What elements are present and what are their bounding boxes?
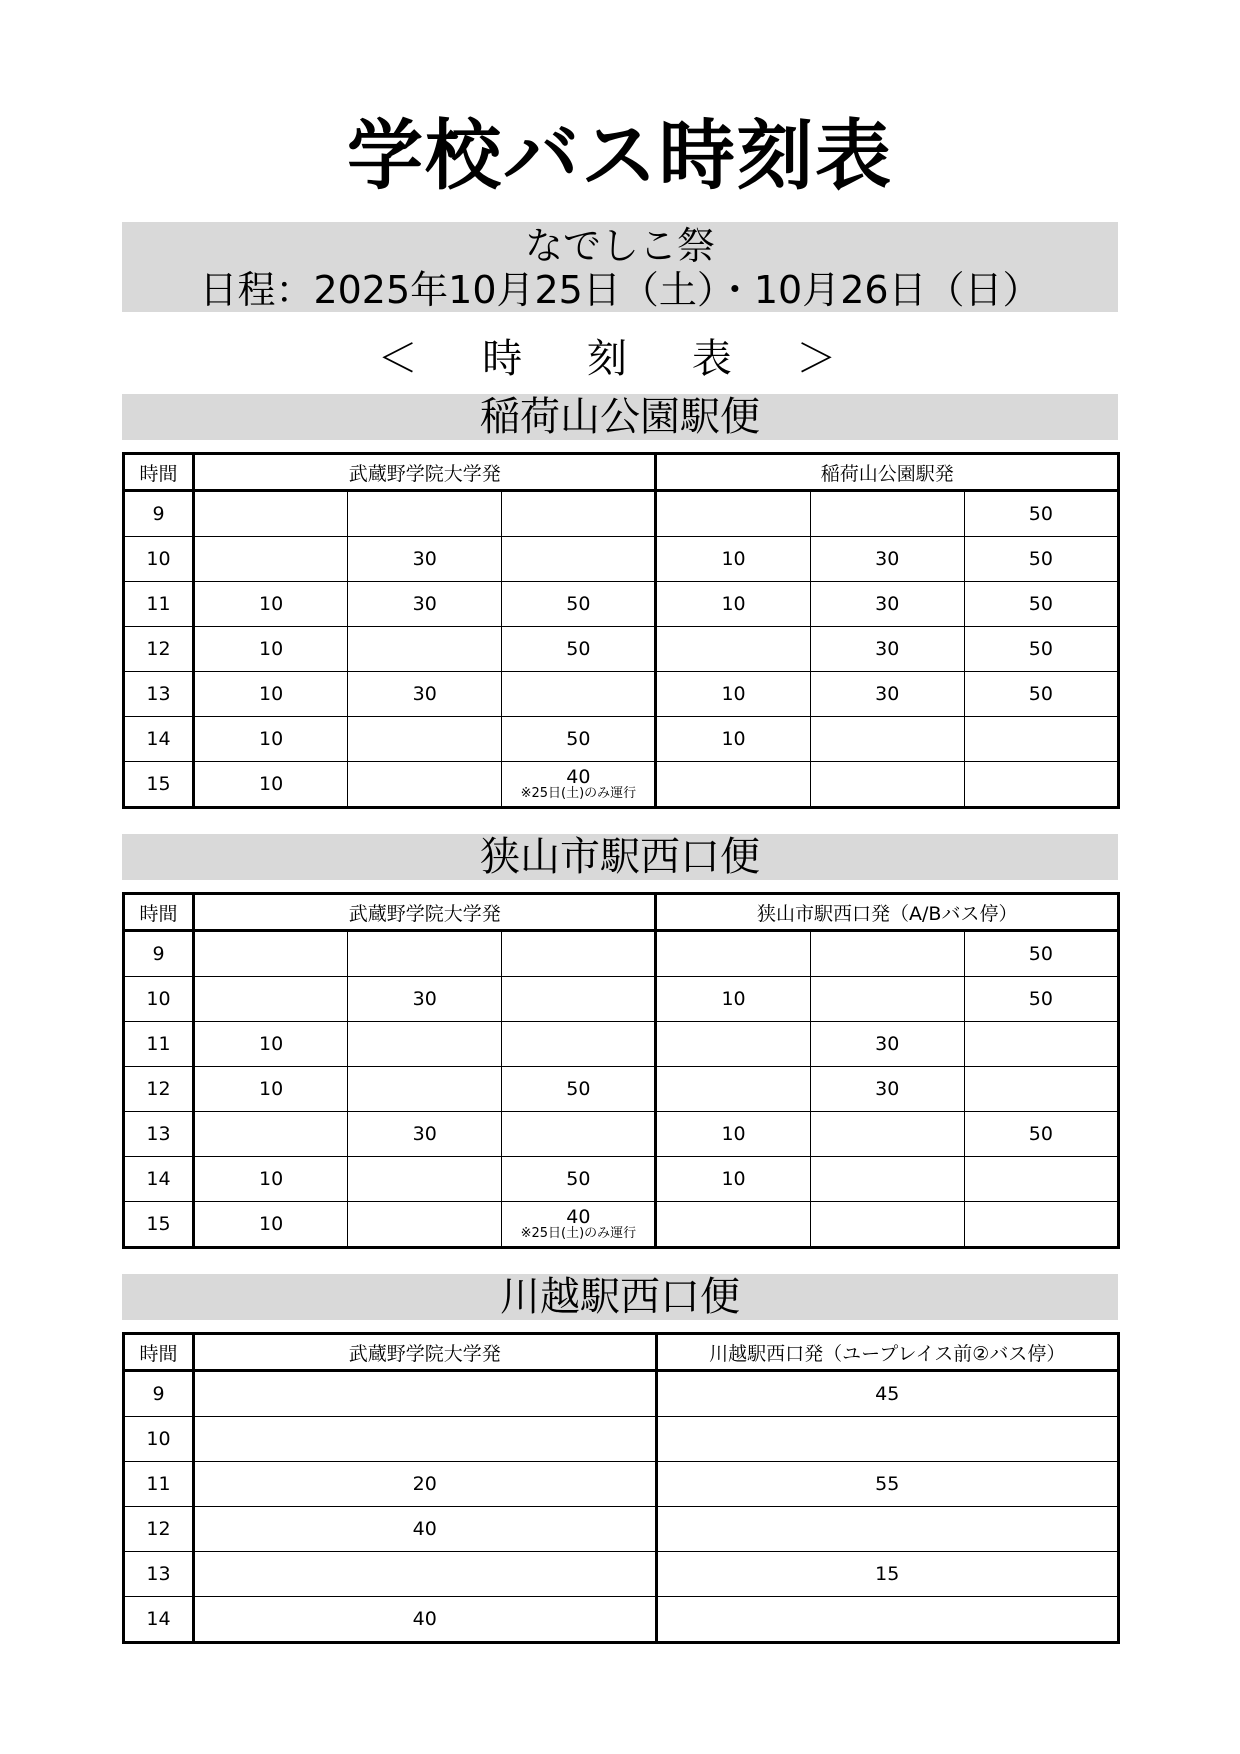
station-departure-cell (656, 1022, 810, 1067)
station-departure-cell (810, 717, 964, 762)
hour-cell: 12 (124, 1507, 194, 1552)
station-departure-cell: 10 (656, 537, 810, 582)
table-row (124, 1202, 1119, 1248)
table-row (124, 1597, 1119, 1643)
station-departure-cell: 50 (964, 491, 1118, 537)
hour-cell: 13 (124, 672, 194, 717)
station-departure-cell (964, 762, 1118, 808)
station-departure-cell: 50 (964, 1112, 1118, 1157)
station-departure-cell: 30 (810, 1067, 964, 1112)
event-schedule: 日程：2025年10月25日（土）・10月26日（日） (199, 268, 1041, 312)
station-departure-cell (964, 717, 1118, 762)
univ-departure-cell (502, 1022, 656, 1067)
table-row (124, 931, 1119, 977)
univ-departure-cell: 30 (348, 537, 502, 582)
header-row (124, 894, 1119, 931)
station-departure-cell: 30 (810, 582, 964, 627)
station-departure-cell (964, 1067, 1118, 1112)
station-departure-cell: 30 (810, 627, 964, 672)
hour-cell: 11 (124, 582, 194, 627)
univ-departure-cell (502, 491, 656, 537)
hour-cell: 11 (124, 1462, 194, 1507)
univ-departure-cell (348, 1022, 502, 1067)
univ-departure-cell: 30 (348, 582, 502, 627)
table-row (124, 582, 1119, 627)
univ-departure-cell (194, 931, 348, 977)
univ-departure-cell (348, 1067, 502, 1112)
station-departure-cell: 50 (964, 931, 1118, 977)
station-departure-cell (810, 1202, 964, 1248)
event-banner (122, 222, 1118, 312)
saturday-only-note: ※25日(土)のみ運行 (520, 786, 637, 801)
univ-departure-cell (348, 491, 502, 537)
timetable-sayamashi (122, 892, 1120, 1249)
univ-departure-cell: 40 (194, 1507, 657, 1552)
hour-cell: 14 (124, 717, 194, 762)
hour-cell: 9 (124, 931, 194, 977)
univ-departure-header: 武蔵野学院大学発 (194, 1334, 657, 1371)
univ-departure-cell (194, 491, 348, 537)
station-departure-cell: 50 (964, 672, 1118, 717)
univ-departure-cell: 50 (502, 1157, 656, 1202)
hour-cell: 13 (124, 1552, 194, 1597)
univ-departure-cell: 10 (194, 762, 348, 808)
station-departure-header: 狭山市駅西口発（A/Bバス停） (656, 894, 1119, 931)
event-name: なでしこ祭 (524, 224, 715, 268)
univ-departure-cell: 30 (348, 672, 502, 717)
station-departure-header: 川越駅西口発（ユープレイス前②バス停） (656, 1334, 1119, 1371)
header-row (124, 454, 1119, 491)
station-departure-cell: 50 (964, 537, 1118, 582)
table-row (124, 672, 1119, 717)
univ-departure-cell (502, 762, 656, 808)
univ-departure-cell: 10 (194, 582, 348, 627)
univ-departure-cell: 30 (348, 977, 502, 1022)
page-title: 学校バス時刻表 (347, 111, 893, 200)
hour-cell: 14 (124, 1597, 194, 1643)
univ-departure-cell (194, 1371, 657, 1417)
univ-departure-cell: 30 (348, 1112, 502, 1157)
table-row (124, 1371, 1119, 1417)
hour-cell: 15 (124, 762, 194, 808)
hour-cell: 11 (124, 1022, 194, 1067)
table-row (124, 1022, 1119, 1067)
hour-header: 時間 (124, 1334, 194, 1371)
univ-departure-cell: 40 (194, 1597, 657, 1643)
station-departure-cell (656, 1067, 810, 1112)
station-departure-cell (656, 627, 810, 672)
station-departure-cell: 50 (964, 582, 1118, 627)
timetable-subheading: ＜ 時 刻 表 ＞ (377, 336, 863, 382)
table-row (124, 1112, 1119, 1157)
table-row (124, 1157, 1119, 1202)
univ-departure-cell (502, 1202, 656, 1248)
station-departure-cell: 10 (656, 672, 810, 717)
univ-departure-cell (348, 762, 502, 808)
station-departure-cell: 10 (656, 582, 810, 627)
univ-departure-cell (502, 537, 656, 582)
saturday-only-note: ※25日(土)のみ運行 (520, 1226, 637, 1241)
table-row (124, 491, 1119, 537)
table-row (124, 1507, 1119, 1552)
univ-departure-cell (194, 1112, 348, 1157)
station-departure-cell (810, 491, 964, 537)
univ-departure-cell (348, 1202, 502, 1248)
table-row (124, 977, 1119, 1022)
station-departure-cell (964, 1202, 1118, 1248)
station-departure-cell (656, 931, 810, 977)
univ-departure-cell: 50 (502, 627, 656, 672)
route-title-inariyama: 稲荷山公園駅便 (122, 394, 1118, 440)
table-row (124, 1067, 1119, 1112)
univ-departure-cell: 20 (194, 1462, 657, 1507)
univ-departure-cell: 10 (194, 1202, 348, 1248)
univ-departure-cell: 10 (194, 717, 348, 762)
hour-header: 時間 (124, 894, 194, 931)
station-departure-cell (656, 762, 810, 808)
station-departure-cell: 30 (810, 1022, 964, 1067)
header-row (124, 1334, 1119, 1371)
table-row (124, 1417, 1119, 1462)
univ-departure-cell (502, 977, 656, 1022)
hour-cell: 12 (124, 1067, 194, 1112)
station-departure-cell: 55 (656, 1462, 1119, 1507)
univ-departure-cell: 50 (502, 1067, 656, 1112)
univ-departure-header: 武蔵野学院大学発 (194, 894, 656, 931)
station-departure-cell (810, 931, 964, 977)
station-departure-cell: 10 (656, 1157, 810, 1202)
station-departure-cell (656, 1597, 1119, 1643)
station-departure-cell (810, 977, 964, 1022)
univ-departure-cell: 50 (502, 582, 656, 627)
station-departure-cell (964, 1157, 1118, 1202)
departure-minute: 40 (566, 1206, 591, 1228)
hour-cell: 15 (124, 1202, 194, 1248)
station-departure-cell: 30 (810, 672, 964, 717)
station-departure-header: 稲荷山公園駅発 (656, 454, 1119, 491)
station-departure-cell: 15 (656, 1552, 1119, 1597)
hour-cell: 13 (124, 1112, 194, 1157)
univ-departure-cell (502, 672, 656, 717)
hour-cell: 10 (124, 1417, 194, 1462)
station-departure-cell: 10 (656, 1112, 810, 1157)
univ-departure-cell (502, 931, 656, 977)
station-departure-cell: 10 (656, 717, 810, 762)
station-departure-cell: 30 (810, 537, 964, 582)
hour-cell: 9 (124, 491, 194, 537)
table-row (124, 537, 1119, 582)
univ-departure-cell (502, 1112, 656, 1157)
station-departure-cell (656, 1417, 1119, 1462)
univ-departure-cell (194, 537, 348, 582)
station-departure-cell (810, 1157, 964, 1202)
univ-departure-cell: 50 (502, 717, 656, 762)
univ-departure-cell: 10 (194, 627, 348, 672)
hour-cell: 14 (124, 1157, 194, 1202)
station-departure-cell: 50 (964, 627, 1118, 672)
timetable-kawagoe (122, 1332, 1120, 1644)
station-departure-cell (810, 1112, 964, 1157)
table-row (124, 1462, 1119, 1507)
univ-departure-cell: 10 (194, 1067, 348, 1112)
univ-departure-cell (348, 1157, 502, 1202)
timetable-inariyama (122, 452, 1120, 809)
univ-departure-cell (348, 717, 502, 762)
station-departure-cell: 45 (656, 1371, 1119, 1417)
station-departure-cell (810, 762, 964, 808)
table-row (124, 762, 1119, 808)
table-row (124, 1552, 1119, 1597)
station-departure-cell (656, 1202, 810, 1248)
univ-departure-cell: 10 (194, 1157, 348, 1202)
station-departure-cell (964, 1022, 1118, 1067)
table-row (124, 717, 1119, 762)
univ-departure-cell (194, 1552, 657, 1597)
univ-departure-cell (348, 931, 502, 977)
hour-header: 時間 (124, 454, 194, 491)
station-departure-cell (656, 491, 810, 537)
station-departure-cell: 50 (964, 977, 1118, 1022)
station-departure-cell: 10 (656, 977, 810, 1022)
hour-cell: 12 (124, 627, 194, 672)
hour-cell: 9 (124, 1371, 194, 1417)
univ-departure-cell: 10 (194, 672, 348, 717)
univ-departure-cell: 10 (194, 1022, 348, 1067)
univ-departure-cell (194, 1417, 657, 1462)
univ-departure-cell (194, 977, 348, 1022)
hour-cell: 10 (124, 977, 194, 1022)
univ-departure-header: 武蔵野学院大学発 (194, 454, 656, 491)
hour-cell: 10 (124, 537, 194, 582)
station-departure-cell (656, 1507, 1119, 1552)
univ-departure-cell (348, 627, 502, 672)
route-title-kawagoe: 川越駅西口便 (122, 1274, 1118, 1320)
departure-minute: 40 (566, 766, 591, 788)
route-title-sayamashi: 狭山市駅西口便 (122, 834, 1118, 880)
table-row (124, 627, 1119, 672)
